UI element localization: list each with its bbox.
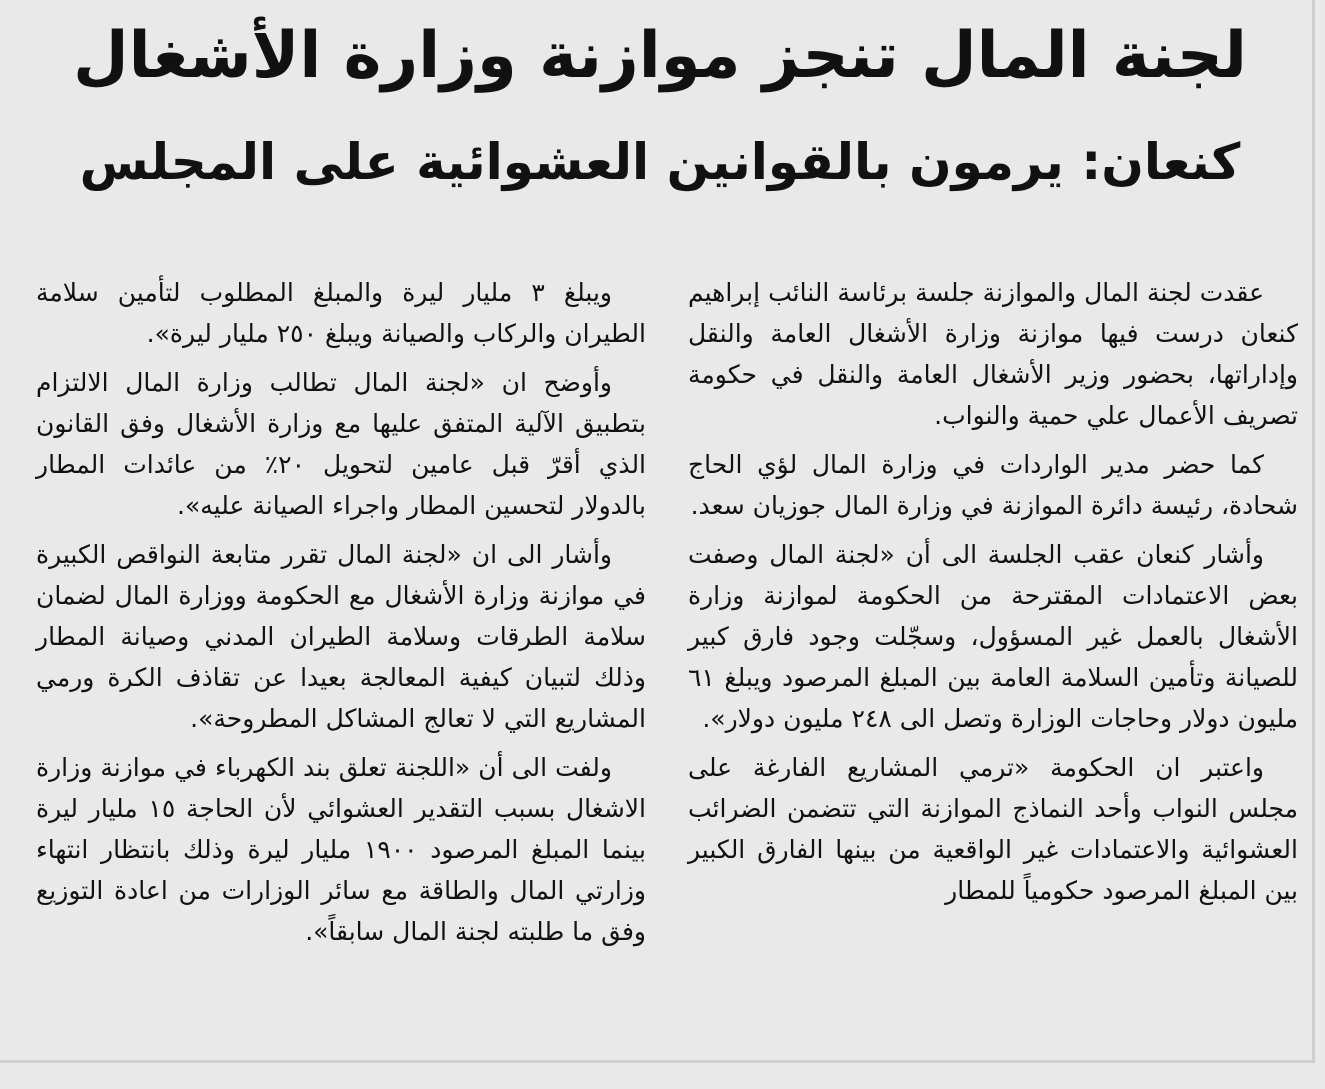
headline-line-1: لجنة المال تنجز موازنة وزارة الأشغال: [73, 19, 1247, 93]
paragraph: واعتبر ان الحكومة «ترمي المشاريع الفارغة على مجلس النواب وأحد النماذج الموازنة التي تتضمن الضرائب العشوائية والاعتمادات غير الواقعية من بينها الفارق الكبير بين المبلغ المرصود حكومياً للمطار: [688, 753, 1298, 905]
paragraph: وأوضح ان «لجنة المال تطالب وزارة المال الالتزام بتطبيق الآلية المتفق عليها مع وزارة الأشغال وفق القانون الذي أقرّ قبل عامين لتحويل ٢٠٪ من عائدات المطار بالدولار لتحسين المطار واجراء الصيانة عليه».: [36, 368, 647, 520]
article-column-left: [36, 272, 646, 960]
headline-line-2: كنعان: يرمون بالقوانين العشوائية على المجلس: [79, 133, 1241, 191]
paragraph: ولفت الى أن «اللجنة تعلق بند الكهرباء في موازنة وزارة الاشغال بسبب التقدير العشوائي لأن الحاجة ١٥ مليار ليرة بينما المبلغ المرصود ١٩٠٠ مليار ليرة وذلك بانتظار انتهاء وزارتي المال والطاقة مع سائر الوزارات من اعادة التوزيع وفق ما طلبته لجنة المال سابقاً».: [36, 753, 647, 946]
paragraph: ويبلغ ٣ مليار ليرة والمبلغ المطلوب لتأمين سلامة الطيران والركاب والصيانة ويبلغ ٢٥٠ مليار ليرة».: [36, 278, 646, 348]
paragraph: كما حضر مدير الواردات في وزارة المال لؤي الحاج شحادة، رئيسة دائرة الموازنة في وزارة المال جوزيان سعد.: [688, 450, 1298, 520]
article-column-right: [688, 272, 1298, 919]
paragraph: وأشار الى ان «لجنة المال تقرر متابعة النواقص الكبيرة في موازنة وزارة الأشغال مع الحكومة ووزارة المال لضمان سلامة الطرقات وسلامة الطيران المدني وصيانة المطار وذلك لتبيان كيفية المعالجة بعيدا عن تقاذف الكرة ورمي المشاريع التي لا تعالج المشاكل المطروحة».: [36, 540, 646, 733]
paragraph: وأشار كنعان عقب الجلسة الى أن «لجنة المال وصفت بعض الاعتمادات المقترحة من الحكومة لموازنة وزارة الأشغال بالعمل غير المسؤول، وسجّلت وجود فارق كبير للصيانة وتأمين السلامة العامة بين المبلغ المرصود ويبلغ ٦١ مليون دولار وحاجات الوزارة وتصل الى ٢٤٨ مليون دولار».: [688, 540, 1298, 733]
paragraph: عقدت لجنة المال والموازنة جلسة برئاسة النائب إبراهيم كنعان درست فيها موازنة وزارة الأشغال العامة والنقل وإداراتها، بحضور وزير الأشغال العامة والنقل في حكومة تصريف الأعمال علي حمية والنواب.: [688, 278, 1298, 430]
